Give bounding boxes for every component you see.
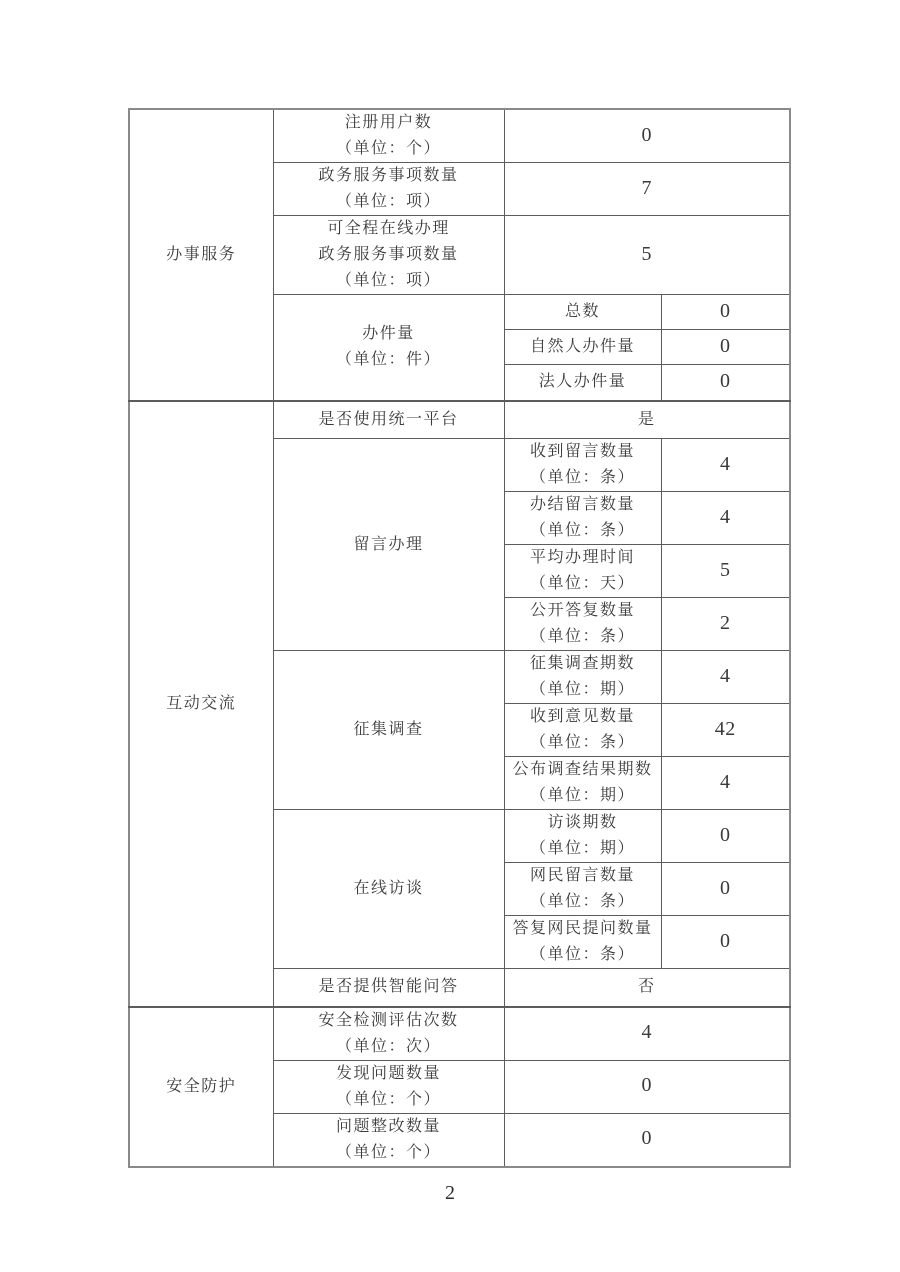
- value: 否: [637, 978, 656, 996]
- item-label: 问题整改数量: [335, 1117, 441, 1135]
- value-cell: [504, 163, 790, 216]
- subitem-label-cell: [504, 295, 661, 330]
- value: 4: [720, 452, 731, 475]
- item-label-cell: [273, 163, 504, 216]
- subitem-label-cell: [504, 598, 661, 651]
- item-unit: （单位：个）: [335, 140, 441, 157]
- subitem-label: 自然人办件量: [529, 338, 635, 355]
- subitem-label: 收到留言数量: [529, 443, 635, 460]
- value: 0: [720, 334, 731, 357]
- value: 0: [641, 1127, 652, 1149]
- group-label-cell: [129, 401, 273, 1007]
- subitem-label-cell: [504, 757, 661, 810]
- value-cell: [661, 330, 790, 365]
- value-cell: [661, 757, 790, 810]
- value: 0: [720, 369, 731, 392]
- value-cell: [504, 216, 790, 295]
- subitem-label-cell: [504, 492, 661, 545]
- item-label: 政务服务事项数量: [318, 167, 459, 184]
- value: 4: [720, 664, 731, 687]
- subitem-label: 访谈期数: [547, 814, 618, 831]
- item-label: 政务服务事项数量: [318, 246, 459, 263]
- table-row: [129, 401, 790, 439]
- value-cell: [661, 810, 790, 863]
- item-label-cell: [273, 1060, 504, 1113]
- item-label-cell: [273, 810, 504, 969]
- item-label: 注册用户数: [344, 114, 433, 131]
- subitem-label-cell: [504, 863, 661, 916]
- item-label: 是否提供智能问答: [318, 978, 459, 996]
- value-cell: [661, 439, 790, 492]
- value: 4: [720, 770, 731, 793]
- value-cell: [661, 916, 790, 969]
- item-label: 可全程在线办理: [327, 220, 450, 237]
- subitem-label: 总数: [564, 303, 600, 320]
- value-cell: [661, 545, 790, 598]
- value: 0: [720, 299, 731, 322]
- value: 2: [720, 611, 731, 634]
- item-unit: （单位：项）: [335, 193, 441, 210]
- value: 5: [641, 242, 652, 265]
- item-unit: （单位：次）: [335, 1037, 441, 1055]
- subitem-label-cell: [504, 704, 661, 757]
- page-number: 2: [445, 1182, 455, 1204]
- group-label: 互动交流: [166, 694, 237, 712]
- value: 4: [641, 1021, 652, 1043]
- subitem-label: 公布调查结果期数: [512, 761, 653, 778]
- value: 0: [720, 876, 731, 899]
- value-cell: [661, 651, 790, 704]
- item-label: 发现问题数量: [335, 1064, 441, 1082]
- item-label-cell: [273, 439, 504, 651]
- value-cell: [661, 598, 790, 651]
- subitem-label: 办结留言数量: [529, 496, 635, 513]
- item-label-cell: [273, 295, 504, 401]
- subitem-label-cell: [504, 545, 661, 598]
- group-label: 办事服务: [166, 245, 237, 263]
- group-label: 安全防护: [166, 1077, 237, 1095]
- value-cell: [504, 969, 790, 1007]
- value: 0: [720, 823, 731, 846]
- subitem-label-cell: [504, 651, 661, 704]
- subitem-label: 公开答复数量: [529, 602, 635, 619]
- value-cell: [661, 295, 790, 330]
- subitem-label: 答复网民提问数量: [512, 920, 653, 937]
- subitem-unit: （单位：期）: [529, 681, 635, 698]
- subitem-unit: （单位：条）: [529, 893, 635, 910]
- group-label-cell: [129, 109, 273, 401]
- item-label: 征集调查: [353, 721, 424, 738]
- group-label-cell: [129, 1007, 273, 1167]
- subitem-unit: （单位：条）: [529, 469, 635, 486]
- subitem-unit: （单位：期）: [529, 840, 635, 857]
- item-unit: （单位：个）: [335, 1090, 441, 1108]
- item-label: 留言办理: [353, 535, 424, 553]
- item-label-cell: [273, 651, 504, 810]
- value: 42: [714, 717, 736, 740]
- value: 0: [641, 1074, 652, 1096]
- item-label-cell: [273, 109, 504, 163]
- item-label: 在线访谈: [353, 880, 424, 897]
- subitem-unit: （单位：条）: [529, 734, 635, 751]
- subitem-unit: （单位：期）: [529, 787, 635, 804]
- item-label-cell: [273, 216, 504, 295]
- subitem-unit: （单位：天）: [529, 575, 635, 592]
- statistics-table: [128, 108, 791, 1168]
- value: 5: [720, 558, 731, 581]
- subitem-label: 征集调查期数: [529, 655, 635, 672]
- item-label-cell: [273, 969, 504, 1007]
- subitem-label-cell: [504, 330, 661, 365]
- item-label-cell: [273, 1113, 504, 1167]
- subitem-label-cell: [504, 365, 661, 401]
- value: 是: [637, 410, 656, 428]
- value: 0: [720, 929, 731, 952]
- item-label: 安全检测评估次数: [318, 1011, 459, 1029]
- item-label: 是否使用统一平台: [318, 410, 459, 428]
- subitem-unit: （单位：条）: [529, 522, 635, 539]
- value-cell: [504, 1060, 790, 1113]
- subitem-unit: （单位：条）: [529, 946, 635, 963]
- value-cell: [504, 1113, 790, 1167]
- value-cell: [504, 109, 790, 163]
- item-label: 办件量: [362, 325, 415, 343]
- subitem-label: 网民留言数量: [529, 867, 635, 884]
- item-label-cell: [273, 401, 504, 439]
- subitem-label-cell: [504, 810, 661, 863]
- table-row: [129, 1007, 790, 1061]
- subitem-label: 法人办件量: [538, 373, 627, 391]
- table-row: [129, 109, 790, 163]
- value-cell: [661, 492, 790, 545]
- item-label-cell: [273, 1007, 504, 1061]
- subitem-unit: （单位：条）: [529, 628, 635, 645]
- value-cell: [661, 365, 790, 401]
- subitem-label-cell: [504, 916, 661, 969]
- item-unit: （单位：件）: [335, 351, 441, 369]
- value: 4: [720, 505, 731, 528]
- item-unit: （单位：个）: [335, 1143, 441, 1161]
- value-cell: [504, 401, 790, 439]
- item-unit: （单位：项）: [335, 272, 441, 289]
- value-cell: [661, 704, 790, 757]
- subitem-label: 收到意见数量: [529, 708, 635, 725]
- value: 7: [641, 176, 652, 199]
- subitem-label: 平均办理时间: [529, 549, 635, 566]
- value-cell: [661, 863, 790, 916]
- value: 0: [641, 123, 652, 146]
- subitem-label-cell: [504, 439, 661, 492]
- value-cell: [504, 1007, 790, 1061]
